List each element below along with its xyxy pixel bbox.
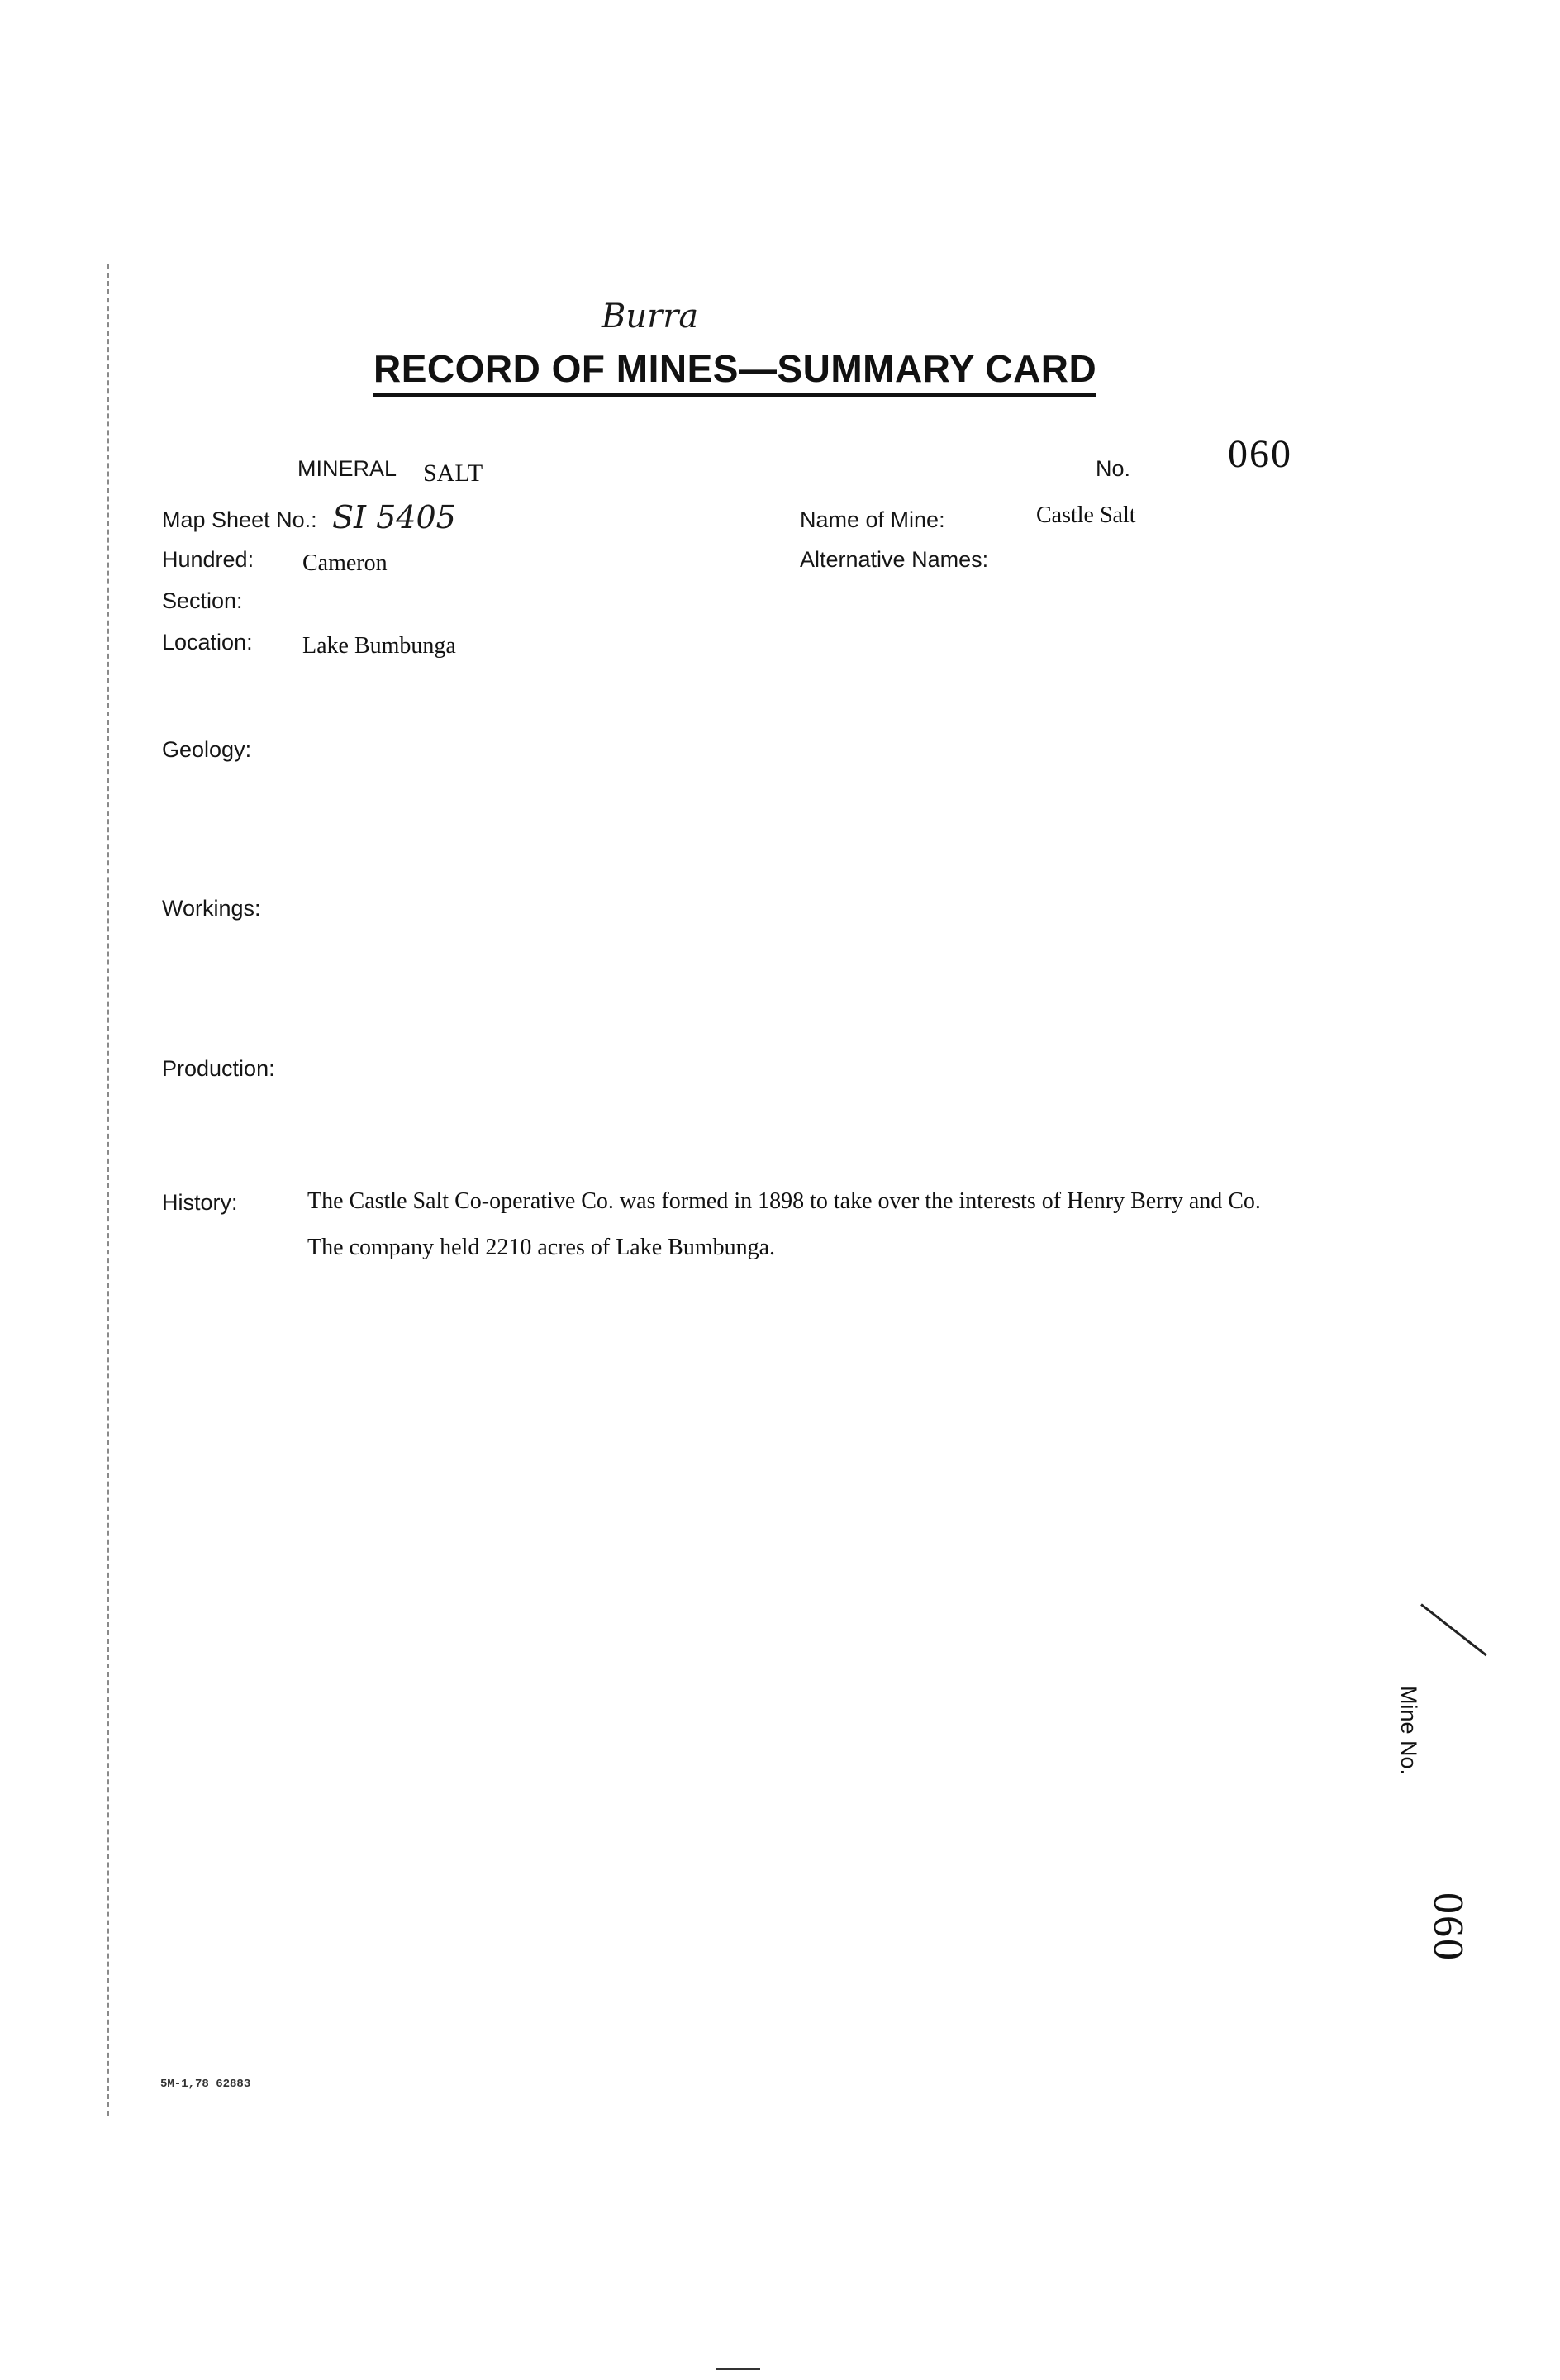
print-code: 5M-1,78 62883 <box>160 2078 251 2091</box>
side-mine-number: 060 <box>1424 1892 1472 1962</box>
mineral-label: MINERAL <box>297 456 397 481</box>
hundred-label: Hundred: <box>162 547 254 572</box>
tab-slash-mark <box>1420 1603 1487 1656</box>
name-of-mine-value: Castle Salt <box>1036 502 1136 528</box>
map-sheet-label: Map Sheet No.: <box>162 507 317 532</box>
section-label: Section: <box>162 588 243 613</box>
card-number: 060 <box>1228 432 1292 476</box>
mineral-value: SALT <box>423 459 483 487</box>
history-label: History: <box>162 1190 238 1215</box>
punch-margin-line <box>107 264 109 2116</box>
handwritten-annotation: Burra <box>602 298 699 336</box>
workings-label: Workings: <box>162 896 261 921</box>
card-heading: RECORD OF MINES—SUMMARY CARD <box>373 345 1096 397</box>
history-text: The Castle Salt Co-operative Co. was formed in 1898 to take over the interests of Henry Berry and Co. The company held 2210 acres of Lake Bumbunga. <box>307 1188 1261 1260</box>
location-value: Lake Bumbunga <box>302 633 456 659</box>
geology-label: Geology: <box>162 737 252 762</box>
side-mine-no-label: Mine No. <box>1396 1686 1421 1776</box>
no-label: No. <box>1096 456 1131 481</box>
map-sheet-value: SI 5405 <box>332 499 456 536</box>
production-label: Production: <box>162 1056 275 1081</box>
alternative-names-label: Alternative Names: <box>800 547 989 572</box>
hundred-value: Cameron <box>302 550 388 576</box>
name-of-mine-label: Name of Mine: <box>800 507 945 532</box>
location-label: Location: <box>162 630 253 654</box>
bottom-tick-mark <box>716 2368 760 2370</box>
